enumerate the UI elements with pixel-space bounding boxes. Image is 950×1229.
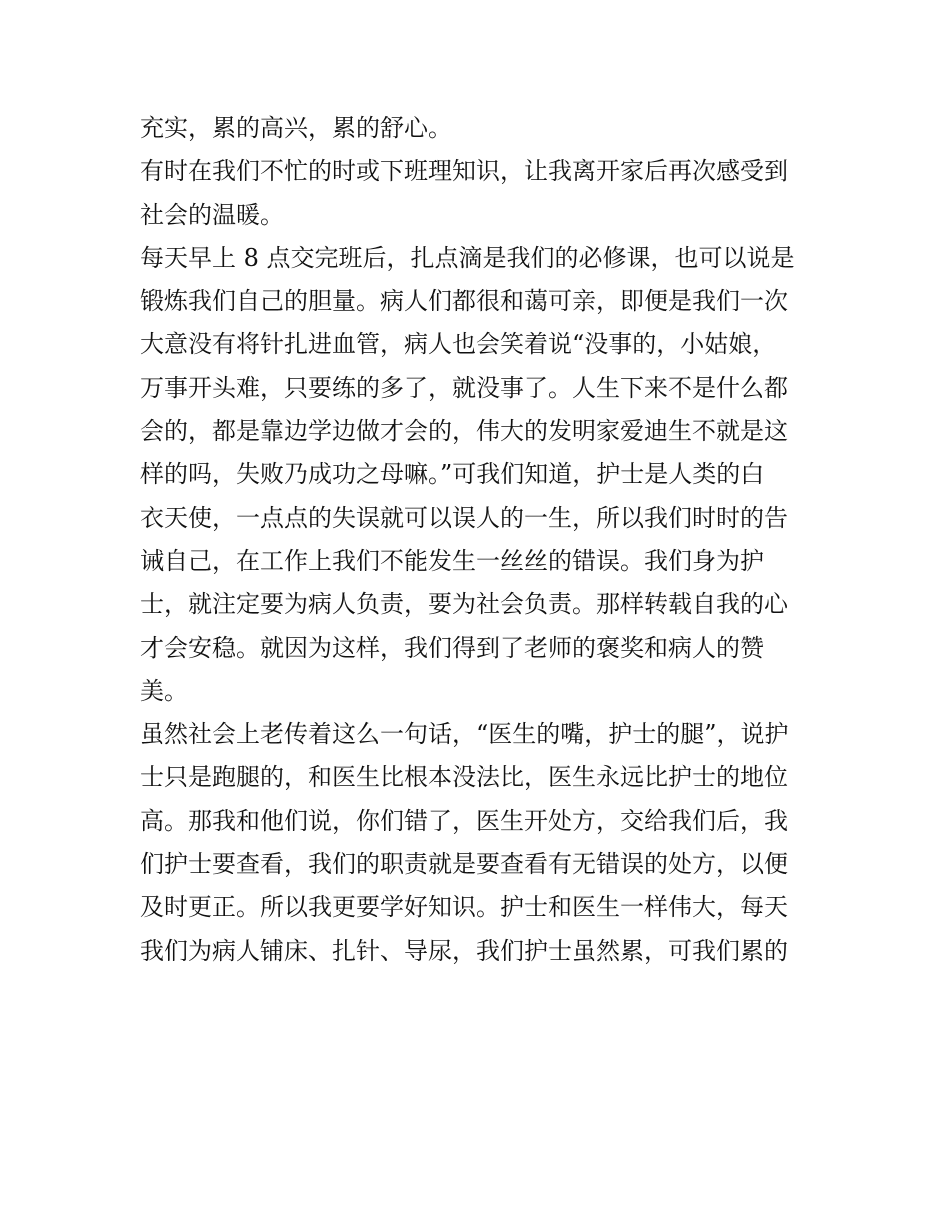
text-line: 社会的温暖。 bbox=[140, 200, 284, 229]
text-line: 万事开头难，只要练的多了，就没事了。人生下来不是什么都 bbox=[140, 373, 788, 402]
text-line: 样的吗，失败乃成功之母嘛。”可我们知道，护士是人类的白 bbox=[140, 460, 765, 489]
text-line: 每天早上 8 点交完班后，扎点滴是我们的必修课，也可以说是 bbox=[140, 243, 795, 272]
text-line: 虽然社会上老传着这么一句话，“医生的嘴，护士的腿”，说护 bbox=[140, 720, 789, 749]
text-line: 及时更正。所以我更要学好知识。护士和医生一样伟大，每天 bbox=[140, 893, 788, 922]
body-text bbox=[140, 107, 830, 973]
text-line: 高。那我和他们说，你们错了，医生开处方，交给我们后，我 bbox=[140, 806, 788, 835]
text-line: 充实，累的高兴，累的舒心。 bbox=[140, 114, 452, 142]
text-line: 美。 bbox=[140, 676, 188, 705]
text-line: 衣天使，一点点的失误就可以误人的一生，所以我们时时的告 bbox=[140, 503, 788, 532]
text-line: 才会安稳。就因为这样，我们得到了老师的褒奖和病人的赞 bbox=[140, 633, 764, 662]
text-line: 们护士要查看，我们的职责就是要查看有无错误的处方，以便 bbox=[140, 850, 788, 879]
text-line: 诫自己，在工作上我们不能发生一丝丝的错误。我们身为护 bbox=[140, 546, 764, 575]
text-line: 士，就注定要为病人负责，要为社会负责。那样转载自我的心 bbox=[140, 590, 788, 619]
text-line: 我们为病人铺床、扎针、导尿，我们护士虽然累，可我们累的 bbox=[140, 936, 788, 965]
text-line: 士只是跑腿的，和医生比根本没法比，医生永远比护士的地位 bbox=[140, 763, 788, 792]
text-line: 有时在我们不忙的时或下班理知识，让我离开家后再次感受到 bbox=[140, 157, 788, 186]
text-line: 会的，都是靠边学边做才会的，伟大的发明家爱迪生不就是这 bbox=[140, 417, 788, 446]
text-line: 锻炼我们自己的胆量。病人们都很和蔼可亲，即便是我们一次 bbox=[140, 287, 788, 316]
text-line: 大意没有将针扎进血管，病人也会笑着说“没事的，小姑娘， bbox=[140, 330, 777, 359]
